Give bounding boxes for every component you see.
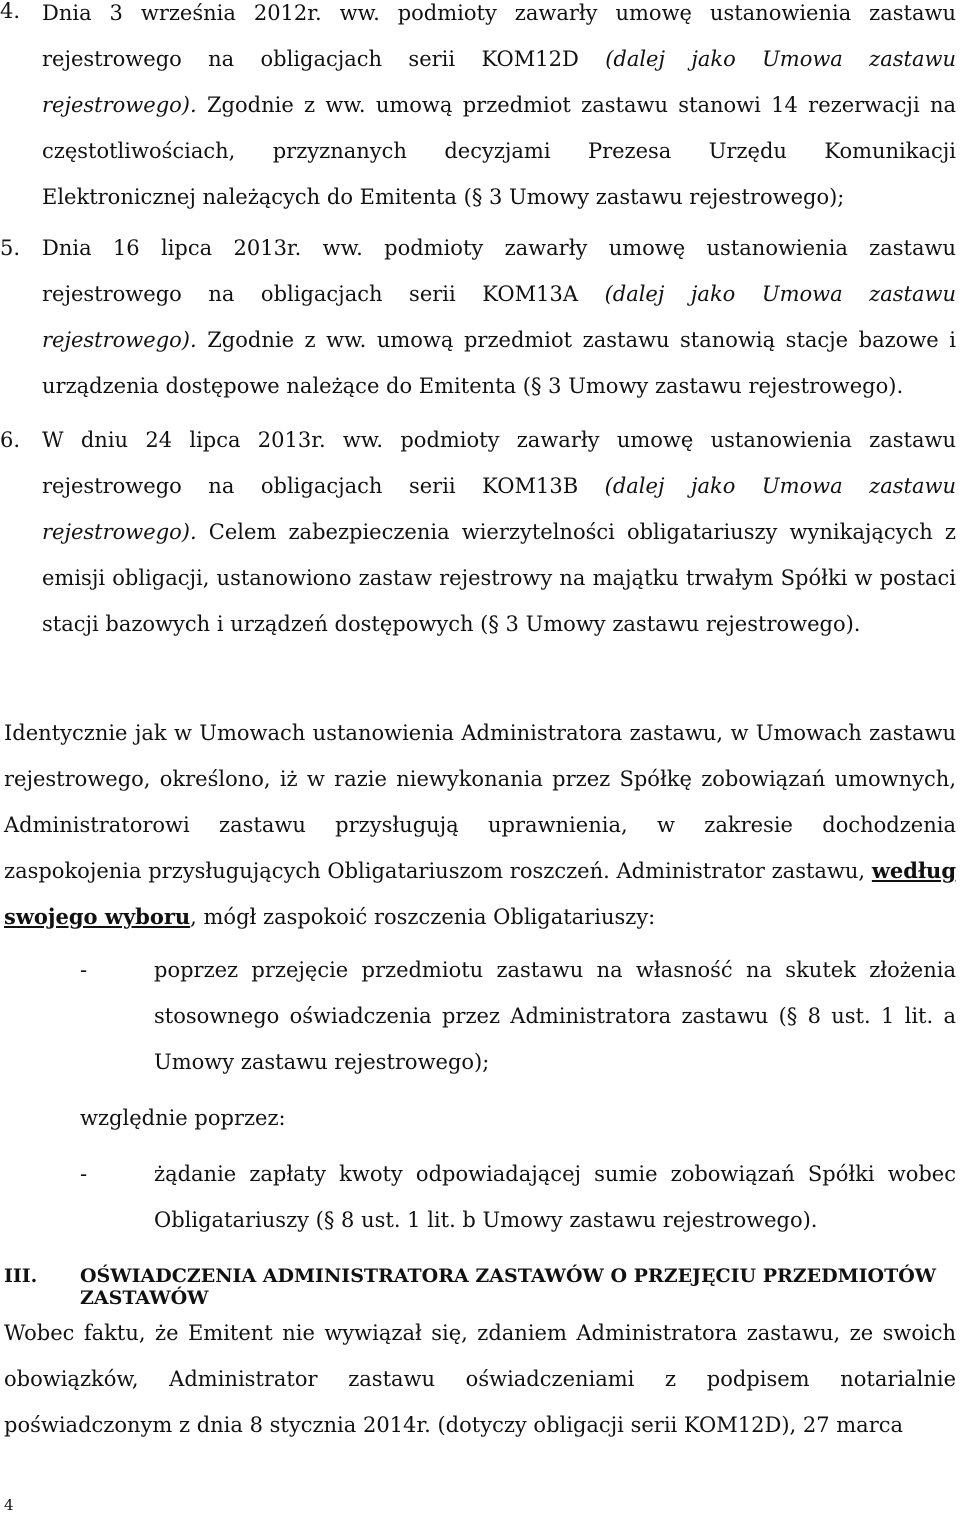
item-number: 5.	[0, 236, 21, 260]
bullet-paragraph: żądanie zapłaty kwoty odpowiadającej sumie zobowiązań Spółki wobec Obligatariuszy (§ 8 ust. 1 lit. b Umowy zastawu rejestrowego).	[154, 1162, 956, 1232]
bullet-dash: -	[80, 1162, 88, 1186]
item-number: 6.	[0, 428, 21, 452]
item-paragraph: Dnia 3 września 2012r. ww. podmioty zawarły umowę ustanowienia zastawu rejestrowego na obligacjach serii KOM12D (dalej jako Umowa zastawu rejestrowego). Zgodnie z ww. umową przedmiot zastawu stanowi 14 rezerwacji na częstotliwościach, przyznanych decyzjami Prezesa Urzędu Komunikacji Elektronicznej należących do Emitenta (§ 3 Umowy zastawu rejestrowego);	[42, 1, 956, 209]
underlined-phrase: według swojego wyboru	[4, 858, 956, 929]
item-number: 4.	[0, 0, 21, 23]
page-number: 4	[4, 1496, 14, 1514]
section-title: OŚWIADCZENIA ADMINISTRATORA ZASTAWÓW O PRZEJĘCIU PRZEDMIOTÓW ZASTAWÓW	[80, 1265, 937, 1309]
body-paragraph: Wobec faktu, że Emitent nie wywiązał się, zdaniem Administratora zastawu, ze swoich obowiązków, Administrator zastawu oświadczeniami z podpisem notarialnie poświadczonym z dnia 8 stycznia 2014r. (dotyczy obligacji serii KOM12D), 27 marca	[4, 1321, 956, 1437]
connector-text: względnie poprzez:	[80, 1106, 286, 1130]
bullet-dash: -	[80, 958, 88, 982]
section-number: III.	[4, 1265, 38, 1287]
body-paragraph: Identycznie jak w Umowach ustanowienia Administratora zastawu, w Umowach zastawu rejestrowego, określono, iż w razie niewykonania przez Spółkę zobowiązań umownych, Administratorowi zastawu przysługują uprawnienia, w zakresie dochodzenia zaspokojenia przysługujących Obligatariuszom roszczeń. Administrator zastawu, według swojego wyboru, mógł zaspokoić roszczenia Obligatariuszy:	[4, 721, 956, 929]
item-paragraph: Dnia 16 lipca 2013r. ww. podmioty zawarły umowę ustanowienia zastawu rejestrowego na obligacjach serii KOM13A (dalej jako Umowa zastawu rejestrowego). Zgodnie z ww. umową przedmiot zastawu stanowią stacje bazowe i urządzenia dostępowe należące do Emitenta (§ 3 Umowy zastawu rejestrowego).	[42, 236, 956, 398]
bullet-paragraph: poprzez przejęcie przedmiotu zastawu na własność na skutek złożenia stosownego oświadczenia przez Administratora zastawu (§ 8 ust. 1 lit. a Umowy zastawu rejestrowego);	[154, 958, 956, 1074]
item-paragraph: W dniu 24 lipca 2013r. ww. podmioty zawarły umowę ustanowienia zastawu rejestrowego na obligacjach serii KOM13B (dalej jako Umowa zastawu rejestrowego). Celem zabezpieczenia wierzytelności obligatariuszy wynikających z emisji obligacji, ustanowiono zastaw rejestrowy na majątku trwałym Spółki w postaci stacji bazowych i urządzeń dostępowych (§ 3 Umowy zastawu rejestrowego).	[42, 428, 956, 636]
